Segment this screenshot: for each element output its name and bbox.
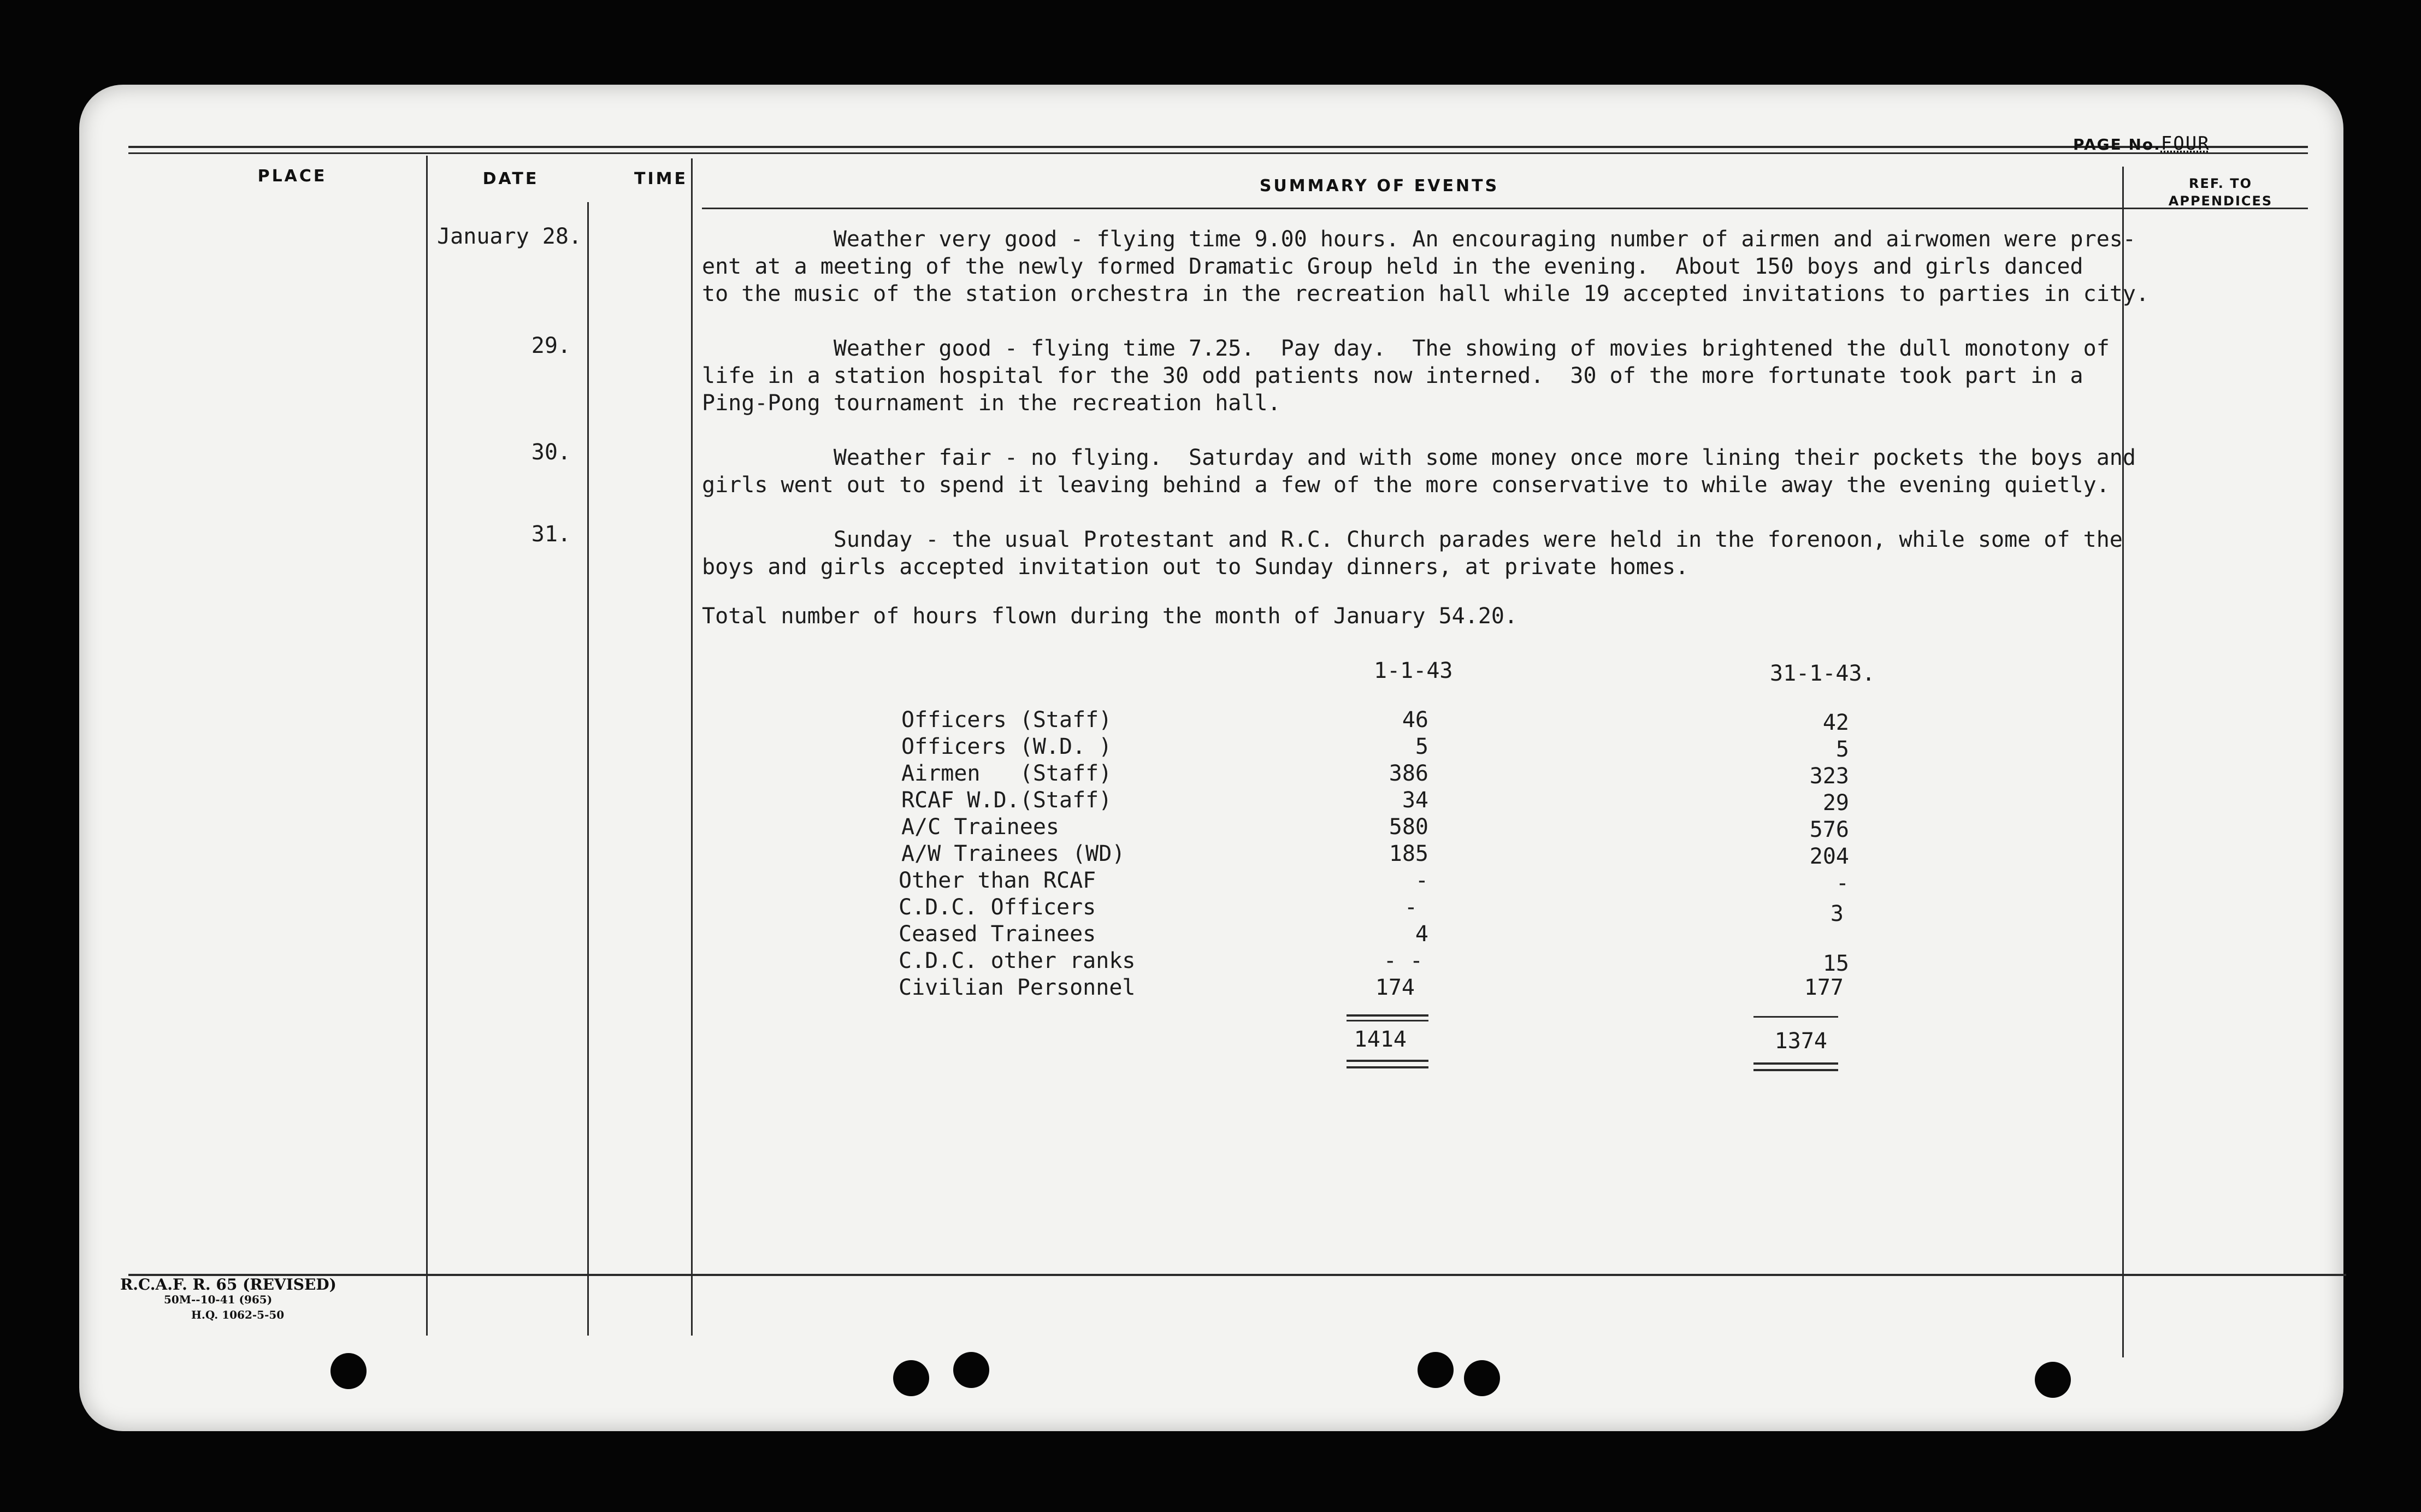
entry-28-line-2: ent at a meeting of the newly formed Dramatic Group held in the evening. About 150 boys and girls danced [702,254,2083,279]
table-row-value-1: 5 [1415,734,1428,759]
table-row-value-2: 42 [1822,710,1849,735]
table-row-label: Ceased Trainees [899,922,1096,947]
entry-31-line-2: boys and girls accepted invitation out to Sunday dinners, at private homes. [702,554,1689,580]
table-row-value-2: 29 [1822,790,1849,816]
page-label: PAGE No. [2073,135,2161,153]
punch-hole [1418,1352,1454,1388]
entry-28-line-1: Weather very good - flying time 9.00 hours. An encouraging number of airmen and airwomen were pres- [702,227,2136,252]
table-row-label: C.D.C. other ranks [899,948,1136,973]
ref-line-2: APPENDICES [2168,193,2273,209]
table-row-value-1: - [1404,895,1418,920]
punch-hole [953,1352,989,1388]
table-row-label: Other than RCAF [899,868,1096,893]
entry-30-line-1: Weather fair - no flying. Saturday and with some money once more lining their pockets the boys and [702,445,2136,470]
table-row-label: A/C Trainees [901,814,1059,840]
page-value: FOUR [2160,133,2210,155]
total2-rule-top [1753,1016,1838,1018]
divider-summary-ref [2122,167,2124,1357]
table-row-value-1: 185 [1389,841,1428,866]
column-header-summary: SUMMARY OF EVENTS [1259,176,1499,196]
table-row-value-1: 46 [1402,707,1428,733]
top-rule-1 [128,146,2308,148]
entry-30-line-2: girls went out to spend it leaving behind a few of the more conservative to while away the evening quietly. [702,472,2110,498]
table-row-label: A/W Trainees (WD) [901,841,1125,866]
table-col1-header: 1-1-43 [1374,658,1453,683]
total1-double-rule-1 [1347,1060,1428,1062]
table-row-label: Officers (W.D. ) [901,734,1112,759]
page-number-label [2073,133,2210,155]
table-row-value-1: 4 [1415,922,1428,947]
top-rule-2 [128,152,2308,154]
table-row-label: Civilian Personnel [899,975,1136,1000]
entry-31-line-1: Sunday - the usual Protestant and R.C. Church parades were held in the forenoon, while some of the [702,527,2123,552]
table-row-label: Airmen (Staff) [901,761,1112,786]
table-row-value-1: - [1415,868,1428,893]
header-bottom-rule [702,208,2308,209]
punch-hole [330,1353,367,1389]
table-row-value-1: - - [1383,948,1423,973]
column-header-time: TIME [634,169,688,188]
bottom-rule [128,1274,2346,1276]
table-row-value-1: 34 [1402,788,1428,813]
entry-28-line-3: to the music of the station orchestra in the recreation hall while 19 accepted invitations to parties in city. [702,281,2150,306]
table-row-value-2: - [1835,871,1849,896]
total2-double-rule-1 [1753,1062,1838,1065]
table-row-value-2: 3 [1830,901,1844,926]
table-row-value-2: 15 [1822,951,1849,976]
hq-code: H.Q. 1062-5-50 [191,1308,285,1321]
entry-date-30: 30. [531,440,571,465]
table-total-1: 1414 [1354,1027,1407,1052]
table-total-2: 1374 [1774,1029,1827,1054]
total2-double-rule-2 [1753,1069,1838,1071]
table-row-label: Officers (Staff) [901,707,1112,733]
entry-29-line-3: Ping-Pong tournament in the recreation hall. [702,391,1281,416]
column-header-date: DATE [482,169,539,188]
table-row-value-2: 576 [1809,817,1849,842]
table-col2-header: 31-1-43. [1770,661,1875,686]
table-row-value-1: 174 [1375,975,1415,1000]
table-row-value-2: 323 [1809,764,1849,789]
divider-place-date [426,156,428,1336]
ref-line-1: REF. TO [2189,176,2252,191]
entry-date-28: January 28. [437,224,582,249]
column-header-place: PLACE [257,167,327,186]
total-hours-line: Total number of hours flown during the month of January 54.20. [702,604,1518,629]
table-row-value-1: 580 [1389,814,1428,840]
total1-rule-top2 [1347,1020,1428,1021]
table-row-value-2: 5 [1835,737,1849,762]
table-row-value-2: 204 [1809,844,1849,869]
punch-hole [1464,1360,1500,1396]
print-code: 50M--10-41 (965) [164,1293,273,1306]
table-row-value-2: 177 [1804,975,1844,1000]
entry-29-line-2: life in a station hospital for the 30 odd patients now interned. 30 of the more fortunate took part in a [702,363,2083,388]
entry-date-31: 31. [531,522,571,547]
entry-date-29: 29. [531,333,571,358]
punch-hole [893,1360,929,1396]
total1-rule-top [1347,1014,1428,1017]
table-row-value-1: 386 [1389,761,1428,786]
entry-29-line-1: Weather good - flying time 7.25. Pay day. The showing of movies brightened the dull monotony of [702,336,2110,361]
form-card [79,85,2343,1431]
form-id: R.C.A.F. R. 65 (REVISED) [120,1275,336,1294]
divider-time-summary [691,158,693,1336]
total1-double-rule-2 [1347,1066,1428,1068]
table-row-label: C.D.C. Officers [899,895,1096,920]
punch-hole [2035,1362,2071,1398]
table-row-label: RCAF W.D.(Staff) [901,788,1112,813]
column-header-ref [2139,175,2302,210]
divider-date-time [587,202,589,1336]
